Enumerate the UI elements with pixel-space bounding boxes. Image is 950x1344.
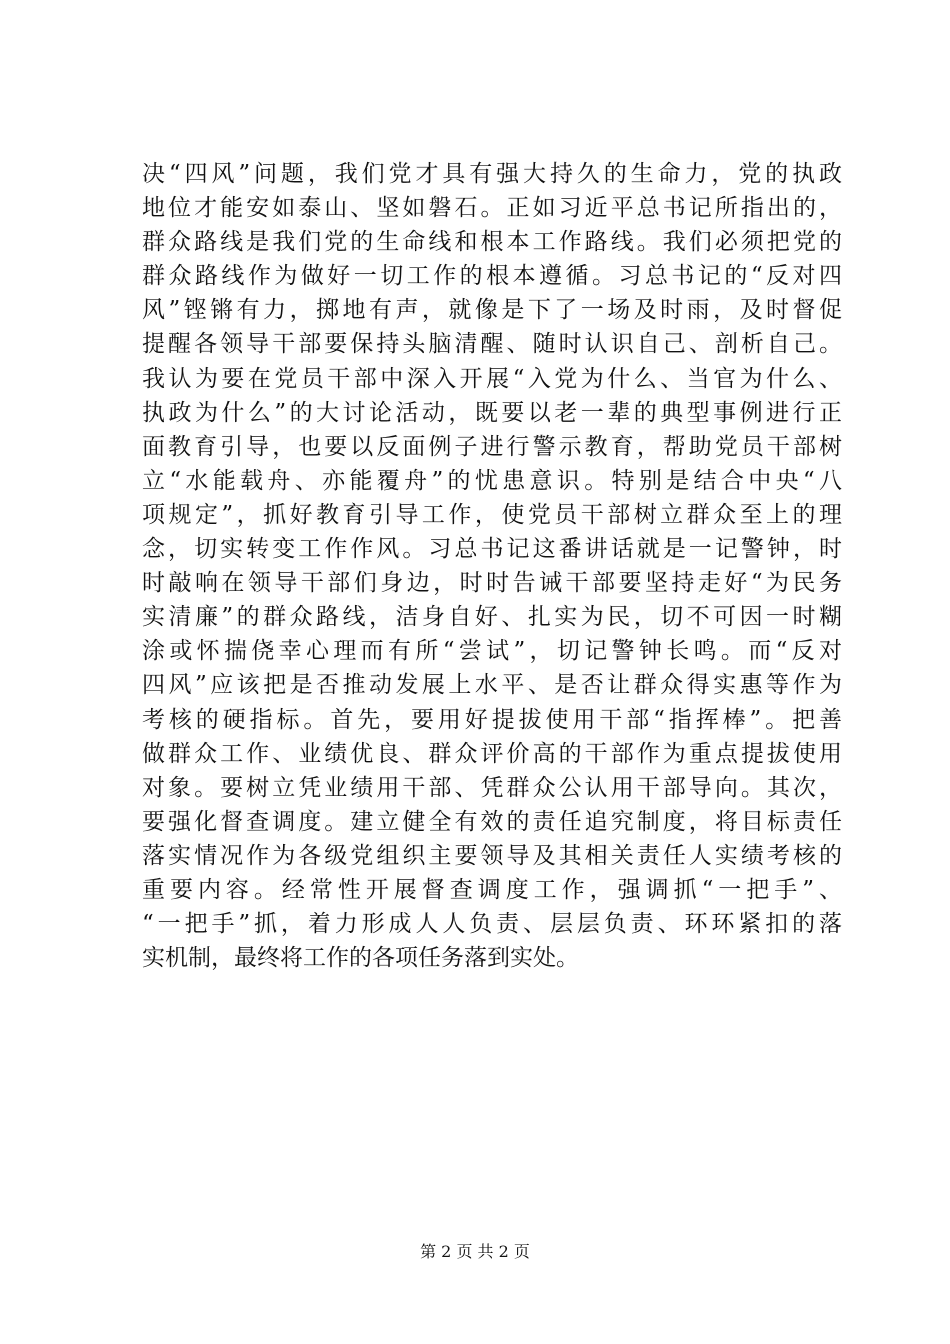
text-line: 考核的硬指标。首先，要用好提拔使用干部“指挥棒”。把善 xyxy=(142,706,842,733)
text-line: 群众路线是我们党的生命线和根本工作路线。我们必须把党的 xyxy=(142,229,842,256)
text-line: 决“四风”问题，我们党才具有强大持久的生命力，党的执政 xyxy=(142,161,842,187)
text-line: 要强化督查调度。建立健全有效的责任追究制度，将目标责任 xyxy=(142,808,842,835)
text-line: 重要内容。经常性开展督查调度工作，强调抓“一把手”、 xyxy=(142,876,842,903)
text-line: 四风”应该把是否推动发展上水平、是否让群众得实惠等作为 xyxy=(142,672,842,699)
text-line: “一把手”抓，着力形成人人负责、层层负责、环环紧扣的落 xyxy=(142,911,842,938)
text-line: 提醒各领导干部要保持头脑清醒、随时认识自己、剖析自己。 xyxy=(142,331,842,358)
text-line: 时敲响在领导干部们身边，时时告诫干部要坚持走好“为民务 xyxy=(142,570,842,597)
text-line: 执政为什么”的大讨论活动，既要以老一辈的典型事例进行正 xyxy=(142,399,842,426)
text-line: 做群众工作、业绩优良、群众评价高的干部作为重点提拔使用 xyxy=(142,740,842,767)
text-line: 群众路线作为做好一切工作的根本遵循。习总书记的“反对四 xyxy=(142,263,842,290)
text-line: 风”铿锵有力，掷地有声，就像是下了一场及时雨，及时督促 xyxy=(142,297,842,324)
text-line: 对象。要树立凭业绩用干部、凭群众公认用干部导向。其次， xyxy=(142,774,842,801)
text-line: 实清廉”的群众路线，洁身自好、扎实为民，切不可因一时糊 xyxy=(142,604,842,631)
text-line: 我认为要在党员干部中深入开展“入党为什么、当官为什么、 xyxy=(142,365,842,392)
text-line: 涂或怀揣侥幸心理而有所“尝试”，切记警钟长鸣。而“反对 xyxy=(142,638,842,665)
text-line: 实机制，最终将工作的各项任务落到实处。 xyxy=(142,945,579,972)
text-line: 地位才能安如泰山、坚如磐石。正如习近平总书记所指出的， xyxy=(142,195,842,222)
page-number-footer: 第 2 页 共 2 页 xyxy=(420,1242,530,1261)
text-line: 面教育引导，也要以反面例子进行警示教育，帮助党员干部树 xyxy=(142,433,842,460)
text-line: 落实情况作为各级党组织主要领导及其相关责任人实绩考核的 xyxy=(142,842,842,869)
text-line: 念，切实转变工作作风。习总书记这番讲话就是一记警钟，时 xyxy=(142,536,842,563)
body-paragraph xyxy=(142,157,842,975)
text-line: 项规定”，抓好教育引导工作，使党员干部树立群众至上的理 xyxy=(142,501,842,528)
text-line: 立“水能载舟、亦能覆舟”的忧患意识。特别是结合中央“八 xyxy=(142,467,842,494)
